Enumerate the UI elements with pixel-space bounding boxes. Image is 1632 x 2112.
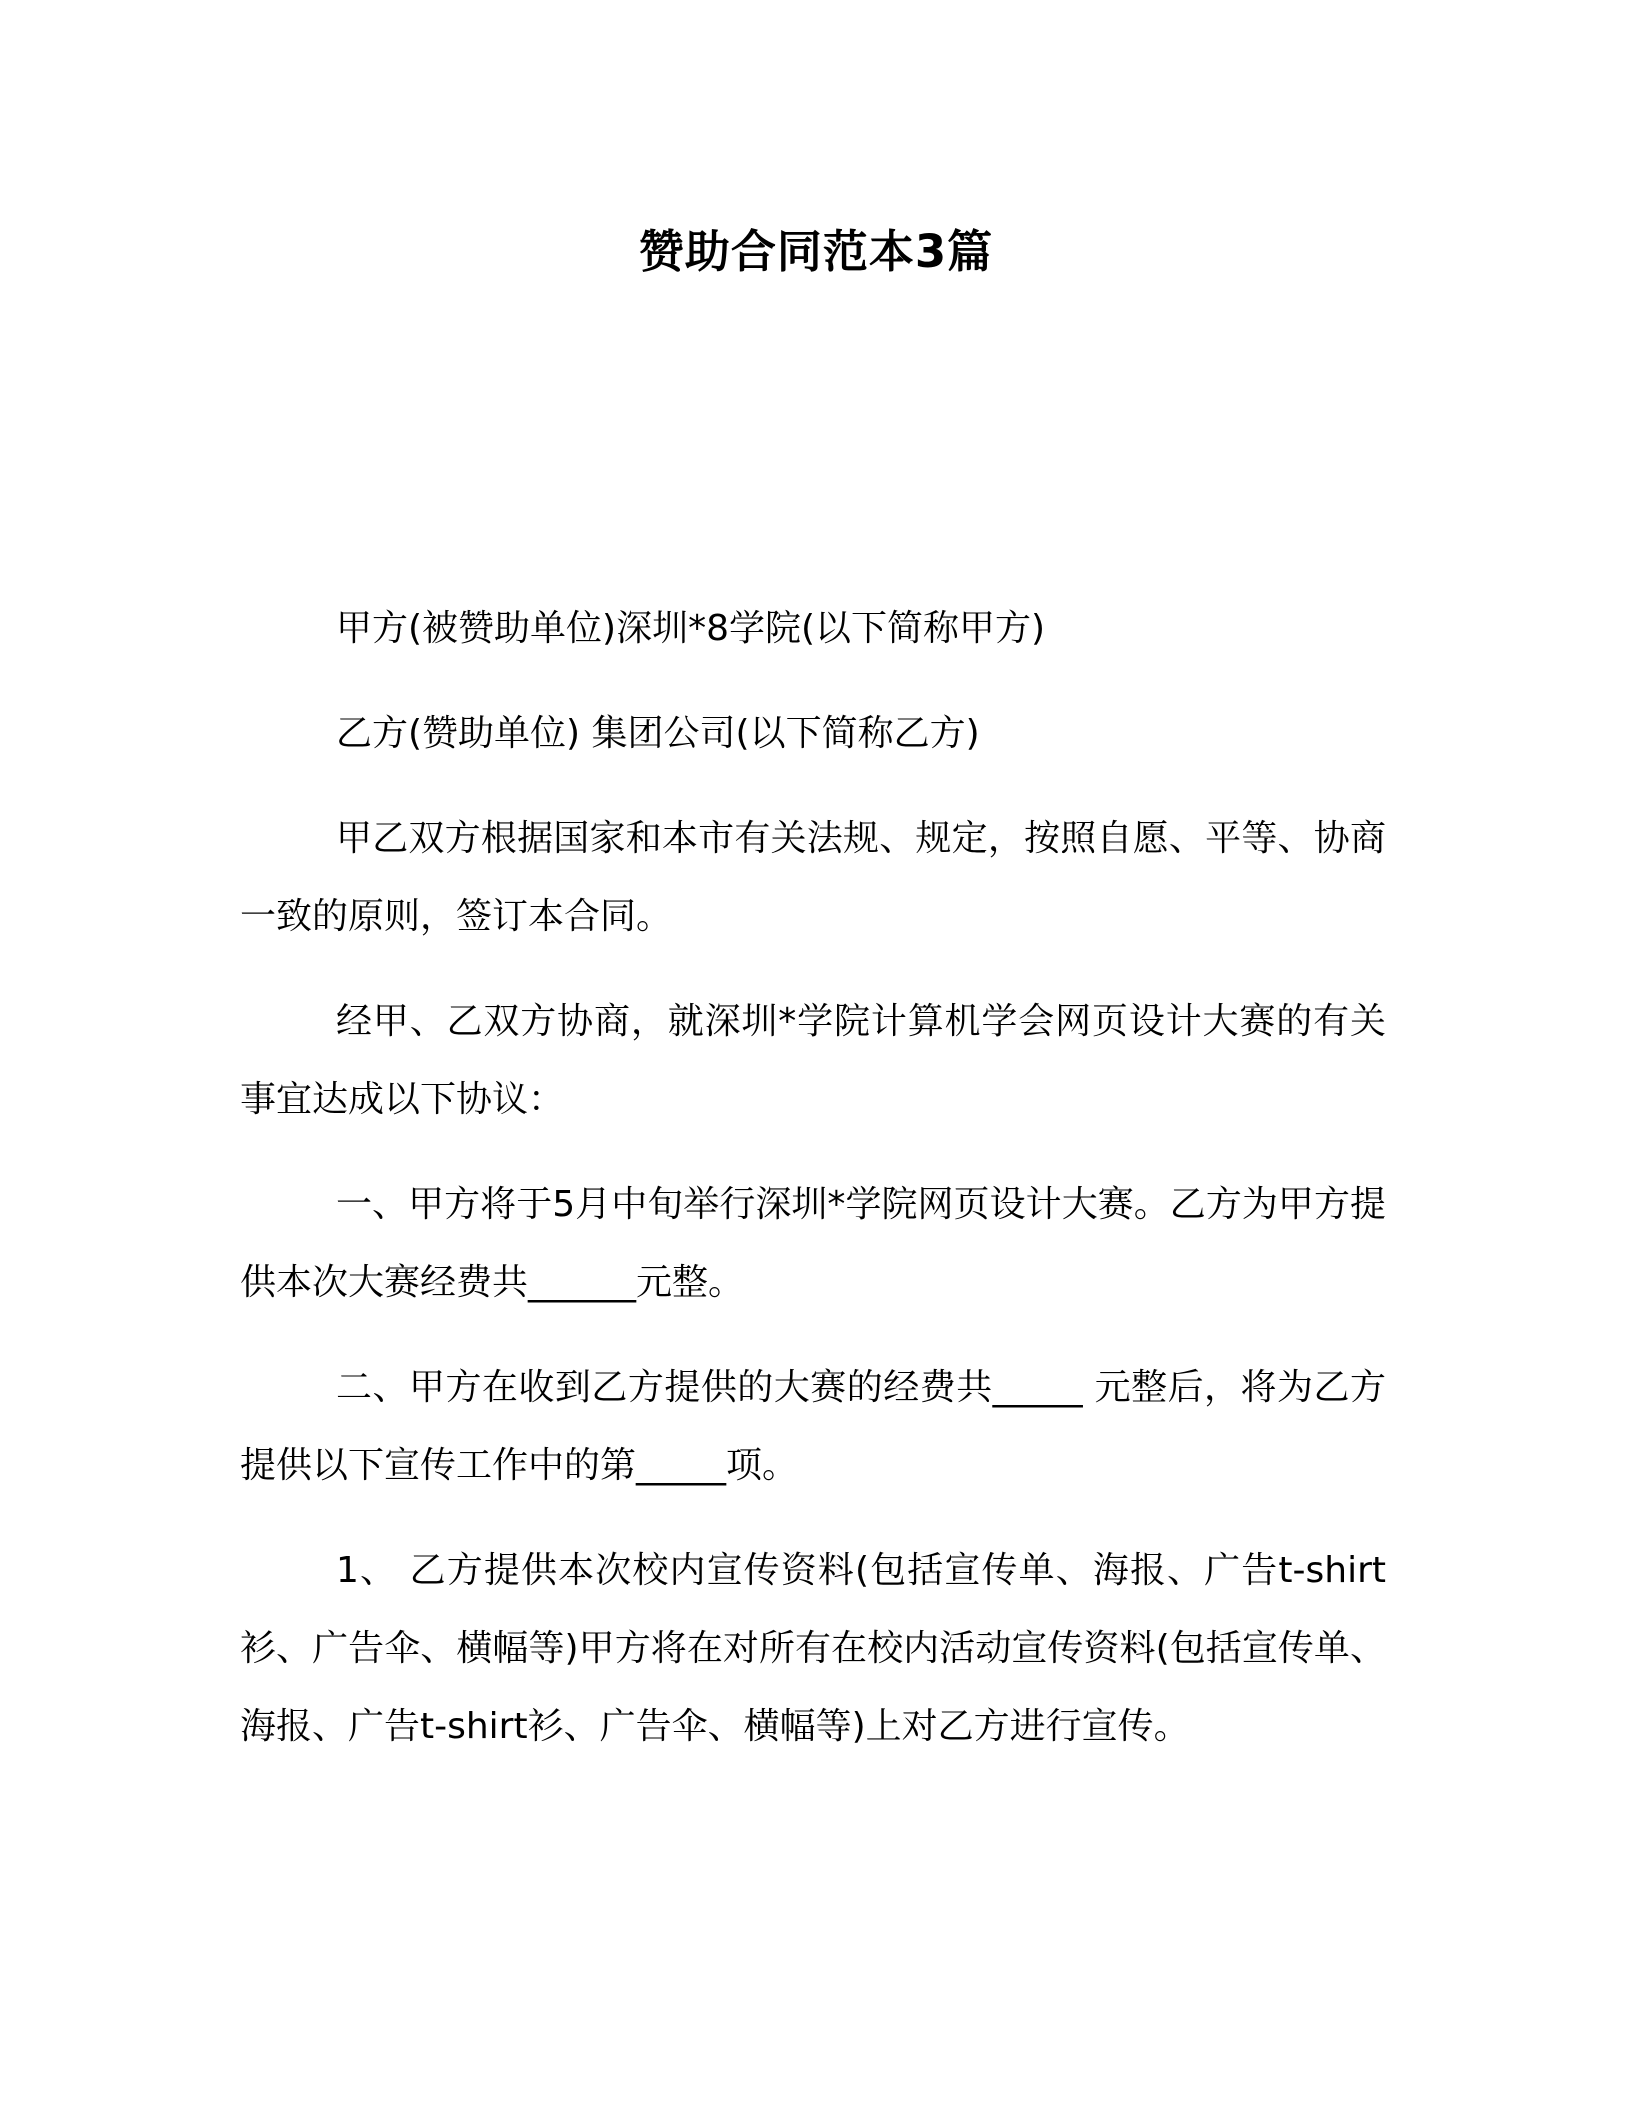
agreement-intro-paragraph: 经甲、乙双方协商，就深圳*学院计算机学会网页设计大赛的有关事宜达成以下协议： xyxy=(240,1001,1386,1120)
clause-one-paragraph: 一、甲方将于5月中旬举行深圳*学院网页设计大赛。乙方为甲方提供本次大赛经费共______元整。 xyxy=(240,1184,1386,1303)
document-title: 赞助合同范本3篇 xyxy=(638,225,994,278)
party-a-paragraph: 甲方(被赞助单位)深圳*8学院(以下简称甲方) xyxy=(336,608,1046,649)
document-body xyxy=(240,590,1386,1793)
preamble-paragraph: 甲乙双方根据国家和本市有关法规、规定，按照自愿、平等、协商一致的原则，签订本合同。 xyxy=(240,818,1386,937)
party-b-paragraph: 乙方(赞助单位) 集团公司(以下简称乙方) xyxy=(336,713,980,754)
clause-two-paragraph: 二、甲方在收到乙方提供的大赛的经费共_____ 元整后，将为乙方提供以下宣传工作中的第_____项。 xyxy=(240,1367,1386,1486)
item-one-paragraph: 1、 乙方提供本次校内宣传资料(包括宣传单、海报、广告t-shirt衫、广告伞、横幅等)甲方将在对所有在校内活动宣传资料(包括宣传单、海报、广告t-shirt衫、广告伞、横幅等)上对乙方进行宣传。 xyxy=(240,1550,1386,1747)
